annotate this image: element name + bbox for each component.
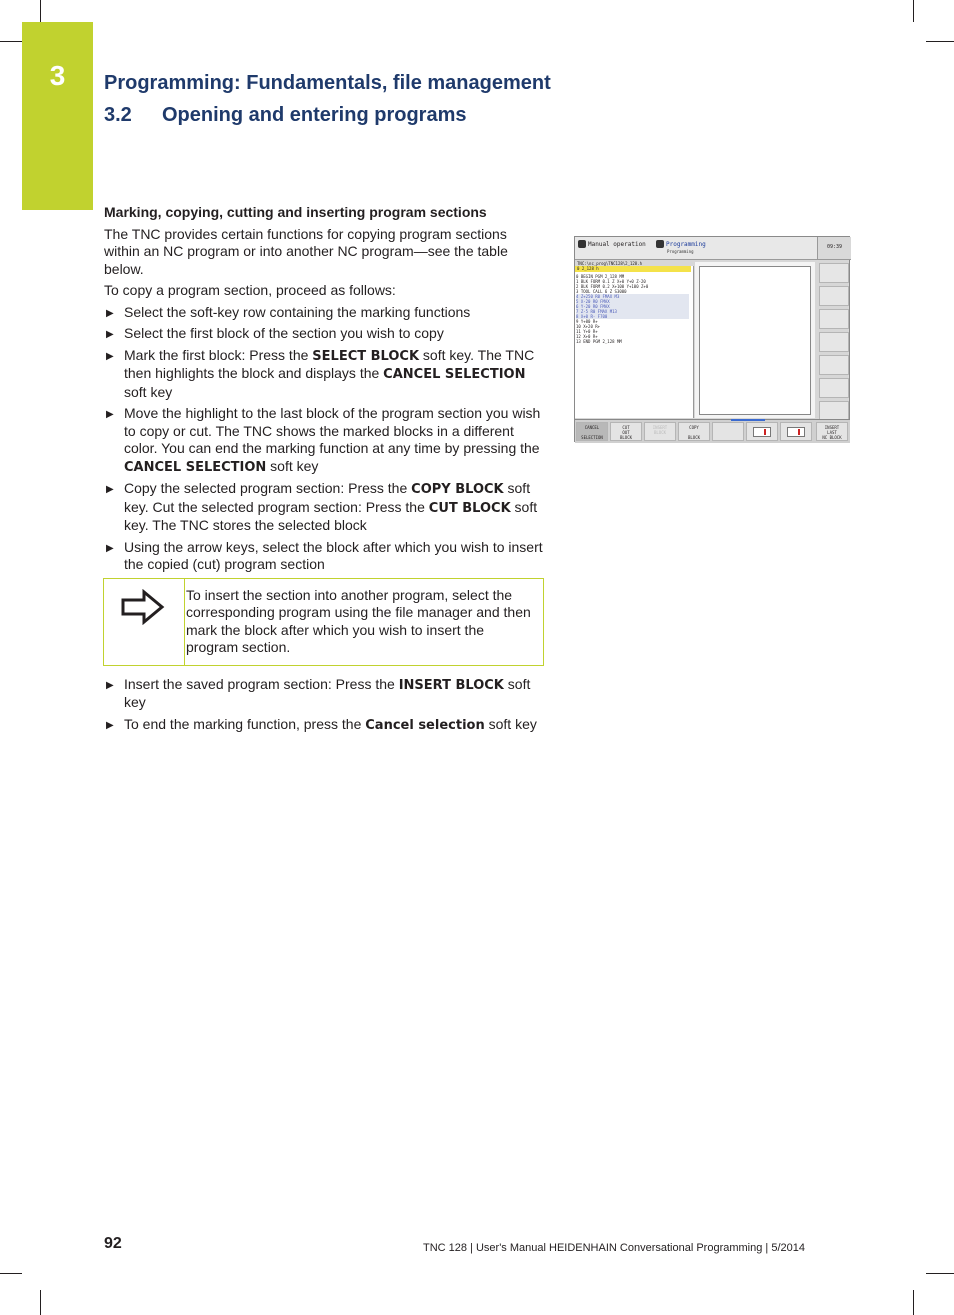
- triangle-right-icon: ▶: [106, 409, 114, 420]
- note-divider: [184, 579, 185, 665]
- program-path: TNC:\nc_prog\TNC128\2_128.h: [577, 261, 643, 266]
- triangle-right-icon: ▶: [106, 719, 114, 731]
- chapter-title: Programming: Fundamentals, file management: [104, 72, 551, 94]
- insert-last-nc-block-softkey[interactable]: INSERT LAST NC BLOCK: [816, 422, 848, 441]
- crop-mark: [926, 1273, 954, 1274]
- note-text: To insert the section into another program, select the corresponding program using the file manager and then mark the block after which you wish to insert the program section.: [186, 586, 531, 655]
- programming-mode-icon: [656, 240, 664, 248]
- mode-programming[interactable]: Programming: [655, 239, 706, 251]
- steps-list-2: [104, 676, 544, 735]
- crop-mark: [913, 0, 914, 22]
- mode-subtitle: Programming: [667, 249, 694, 254]
- triangle-right-icon: ▶: [106, 350, 114, 362]
- program-line[interactable]: 11 Y+0 R+: [576, 329, 598, 334]
- step-item: ▶ Mark the first block: Press the SELECT BLOCK soft key. The TNC then highlights the block and displays the CANCEL SELECTION soft key: [106, 346, 535, 400]
- triangle-right-icon: ▶: [106, 484, 114, 495]
- horizontal-softkey-bar: [575, 419, 850, 443]
- step-item: ▶ Copy the selected program section: Press the COPY BLOCK soft key. Cut the selected program section: Press the CUT BLOCK soft key. The TNC stores the selected block: [106, 480, 538, 533]
- block-up-softkey[interactable]: [746, 422, 778, 441]
- triangle-right-icon: ▶: [106, 679, 114, 691]
- softkey-name: CUT BLOCK: [428, 500, 511, 516]
- steps-list: [104, 304, 544, 574]
- triangle-right-icon: ▶: [106, 542, 114, 554]
- program-line[interactable]: 8 X+0 R- F700: [576, 314, 689, 319]
- cut-block-softkey[interactable]: CUT OUT BLOCK: [610, 422, 642, 441]
- clock: 09:39: [826, 244, 843, 250]
- mode-manual-operation[interactable]: Manual operation: [577, 239, 646, 251]
- section-title: [104, 104, 466, 127]
- softkey-name: SELECT BLOCK: [312, 348, 420, 364]
- chapter-number: 3: [49, 60, 66, 91]
- manual-mode-icon: [578, 240, 586, 248]
- program-line[interactable]: 5 X-20 R0 FMAX: [576, 299, 689, 304]
- section-number: 3.2: [104, 104, 132, 126]
- crop-mark: [0, 1273, 22, 1274]
- softkey-name: INSERT BLOCK: [398, 677, 504, 693]
- vertical-softkey-bar: [817, 259, 850, 419]
- step-item: ▶ Select the first block of the section you wish to copy: [104, 325, 544, 343]
- intro-paragraph-2: To copy a program section, proceed as follows:: [104, 282, 396, 298]
- program-line[interactable]: 9 Y+80 R+: [576, 319, 598, 324]
- program-line[interactable]: 13 END PGM 2_128 MM: [576, 339, 622, 344]
- vertical-softkey[interactable]: [819, 332, 849, 352]
- program-cursor-line[interactable]: 0 2_128 h: [575, 266, 691, 272]
- clock-box: [817, 237, 851, 260]
- footer-text: TNC 128 | User's Manual HEIDENHAIN Conversational Programming | 5/2014: [423, 1242, 805, 1254]
- vertical-softkey[interactable]: [819, 355, 849, 375]
- softkey-row-indicator: [731, 419, 765, 421]
- program-line[interactable]: 0 BEGIN PGM 2_128 MM: [576, 274, 625, 279]
- softkey-name: CANCEL SELECTION: [383, 367, 526, 382]
- mode-header: [575, 237, 817, 260]
- step-item: ▶ Insert the saved program section: Press the INSERT BLOCK soft key: [106, 675, 531, 710]
- program-line[interactable]: 1 BLK FORM 0.1 Z X+0 Y+0 Z-20: [576, 279, 646, 284]
- intro-paragraph: The TNC provides certain functions for copying program sections within an NC program or into another NC program—see the table below.: [104, 225, 508, 277]
- crop-mark: [40, 1290, 41, 1315]
- step-item: ▶ To end the marking function, press the Cancel selection soft key: [106, 715, 537, 733]
- softkey-name: COPY BLOCK: [411, 482, 504, 497]
- step-item: ▶ Move the highlight to the last block of the program section you wish to copy or cut. The TNC shows the marked blocks in a different color. You can end the marking function at any time by pressing the CANCEL SELECTION soft key: [106, 405, 541, 475]
- program-line[interactable]: 2 BLK FORM 0.2 X+100 Y+100 Z+0: [576, 284, 649, 289]
- vertical-softkey[interactable]: [819, 286, 849, 306]
- block-down-softkey[interactable]: [780, 422, 812, 441]
- triangle-right-icon: ▶: [106, 329, 114, 340]
- crop-mark: [40, 0, 41, 22]
- program-line[interactable]: 3 TOOL CALL 6 Z S3000: [576, 289, 627, 294]
- block-icon: [787, 427, 805, 437]
- vertical-softkey[interactable]: [819, 378, 849, 398]
- softkey-name: Cancel selection: [365, 717, 485, 733]
- cancel-selection-softkey[interactable]: CANCEL SELECTION: [576, 422, 608, 441]
- insert-block-softkey[interactable]: INSERT BLOCK: [644, 422, 676, 441]
- section-title-text: Opening and entering programs: [162, 104, 467, 126]
- crop-mark: [0, 41, 22, 42]
- triangle-right-icon: ▶: [106, 307, 114, 319]
- program-line[interactable]: 10 X+20 R+: [576, 324, 601, 329]
- program-line[interactable]: 6 Y-20 R0 FMAX: [576, 304, 689, 309]
- copy-block-softkey[interactable]: COPY BLOCK: [678, 422, 710, 441]
- note-box: [103, 578, 544, 666]
- program-line[interactable]: 7 Z-5 R0 FMAX M13: [576, 309, 689, 314]
- program-line[interactable]: 12 X+0 R+: [576, 334, 598, 339]
- empty-softkey[interactable]: [712, 422, 744, 441]
- softkey-name: CANCEL SELECTION: [124, 459, 267, 475]
- crop-mark: [926, 41, 954, 42]
- vertical-softkey[interactable]: [819, 401, 849, 421]
- arrow-right-icon: [120, 589, 166, 625]
- graphics-pane: [695, 262, 815, 418]
- main-content: [104, 204, 544, 738]
- chapter-tab: [22, 22, 93, 210]
- block-icon: [753, 427, 771, 437]
- page-number: 92: [104, 1235, 122, 1252]
- program-line[interactable]: 4 Z+250 R0 FMAX M3: [576, 294, 689, 299]
- graphics-window: [699, 266, 811, 415]
- vertical-softkey[interactable]: [819, 263, 849, 283]
- crop-mark: [913, 1290, 914, 1315]
- vertical-softkey[interactable]: [819, 309, 849, 329]
- content-heading: Marking, copying, cutting and inserting program sections: [104, 204, 487, 220]
- program-pane[interactable]: [575, 266, 694, 418]
- step-item: ▶ Using the arrow keys, select the block after which you wish to insert the copied (cut) program section: [106, 538, 543, 572]
- step-item: ▶ Select the soft-key row containing the marking functions: [104, 304, 544, 322]
- tnc-screenshot: [574, 236, 850, 442]
